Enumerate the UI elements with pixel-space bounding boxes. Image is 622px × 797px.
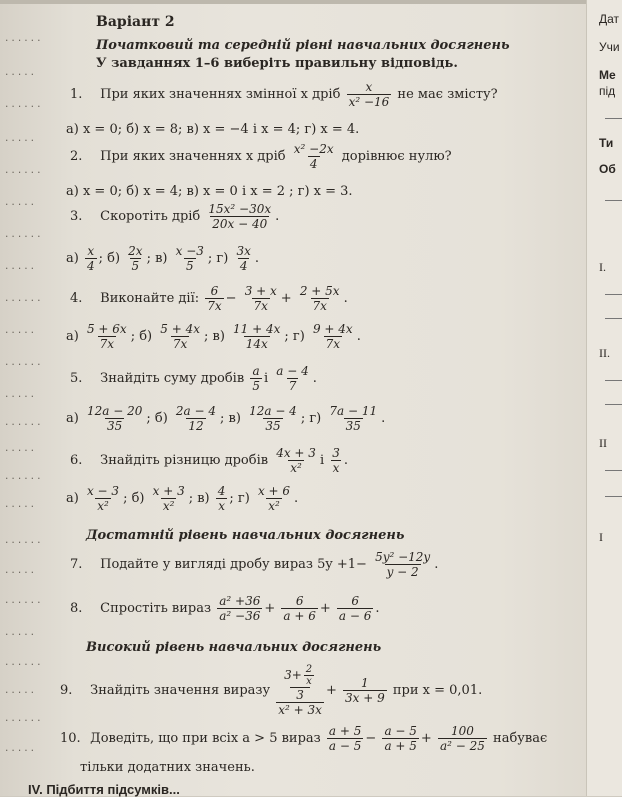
divider — [605, 200, 622, 201]
task-number: 2. — [70, 149, 83, 164]
task-6-answers: а) $\frac{x - 3}{\text{x²}}$ ; б) $\frac{x + 3}{\text{x²}}$ ; в) $\frac{4}{x}$ ; г) $\frac{x + 6}{\text{x²}}$ . — [66, 484, 299, 513]
task-1 — [70, 80, 498, 109]
task-text: Знайдіть суму дробів — [100, 371, 245, 386]
divider — [605, 318, 622, 319]
left-margin-dots: ...... ..... ...... ..... ...... ..... ...... ..... ...... ..... ...... ..... ...... ..... ...... ..... ...... ..... ...... ..... ...... ..... ...... ..... — [4, 34, 43, 754]
fraction: $\frac{x}{\text{x² −16}}$ — [348, 80, 390, 109]
task-number: 6. — [70, 453, 83, 468]
right-label: І. — [599, 260, 606, 274]
task-2 — [70, 142, 452, 171]
right-label: Об — [599, 162, 616, 176]
level-sufficient-heading: Достатній рівень навчальних досягнень — [86, 528, 405, 543]
task-3-answers: а) $\frac{x}{4}$ ; б) $\frac{2x}{5}$ ; в) $\frac{x -3}{5}$ ; г) $\frac{3x}{4}$ . — [66, 244, 259, 273]
task-5: 5. Знайдіть суму дробів $\frac{a}{5}$ і $\frac{a - 4}{7}$ . — [70, 364, 317, 393]
task-text: Знайдіть значення виразу — [90, 683, 271, 698]
task-text: Доведіть, що при всіх a > 5 вираз — [90, 731, 321, 746]
divider — [605, 470, 622, 471]
level-basic-heading: Початковий та середній рівні навчальних досягнень — [96, 38, 510, 53]
complex-fraction: 3+ $\frac{2}{x}$ 3 x² + 3x — [278, 664, 322, 717]
task-2-answers: а) x = 0; б) x = 4; в) x = 0 і x = 2 ; г) x = 3. — [66, 184, 353, 199]
task-10-line2: тільки додатних значень. — [80, 760, 255, 775]
divider — [605, 496, 622, 497]
task-text: При яких значеннях x дріб — [100, 149, 286, 164]
task-3: 3. Скоротіть дріб $\frac{\text{15x² −30x}}{20x - 40}$ . — [70, 202, 280, 231]
right-label: Ти — [599, 136, 614, 150]
task-text-tail: не має змісту? — [397, 87, 498, 102]
task-9: 9. Знайдіть значення виразу 3+ $\frac{2}{x}$ 3 x² + 3x + $\frac{1}{3x + 9}$ при x = 0,01. — [60, 664, 483, 717]
right-label: під — [599, 84, 616, 98]
task-number: 5. — [70, 371, 83, 386]
divider — [605, 118, 622, 119]
footer-heading: IV. Підбиття підсумків... — [28, 782, 180, 797]
task-text: Виконайте дії: — [100, 291, 200, 306]
task-text-tail: дорівнює нулю? — [341, 149, 452, 164]
fraction: $\frac{\text{15x² −30x}}{20x - 40}$ — [208, 202, 272, 231]
right-label: Учи — [599, 40, 620, 54]
right-page-edge — [586, 0, 622, 796]
right-label: Ме — [599, 68, 616, 82]
task-text: Скоротіть дріб — [100, 209, 201, 224]
task-4: 4. Виконайте дії: $\frac{6}{7x}$ − $\frac{3 + x}{7x}$ + $\frac{2 + 5x}{7x}$ . — [70, 284, 348, 313]
task-text: Подайте у вигляді дробу вираз 5y +1− — [100, 557, 367, 572]
task-number: 8. — [70, 601, 83, 616]
right-label: ІІ — [599, 436, 607, 450]
task-8: 8. Спростіть вираз $\frac{\text{a² +36}}{\text{a² −36}}$ + $\frac{6}{a + 6}$ + $\frac{6}{a - 6}$ . — [70, 594, 380, 623]
task-number: 9. — [60, 683, 73, 698]
right-label: ІІ. — [599, 346, 610, 360]
right-label: І — [599, 530, 603, 544]
task-number: 10. — [60, 731, 81, 746]
divider — [605, 380, 622, 381]
task-text: Спростіть вираз — [100, 601, 212, 616]
task-4-answers: а) $\frac{5 + 6x}{7x}$ ; б) $\frac{5 + 4x}{7x}$ ; в) $\frac{11 + 4x}{14x}$ ; г) $\frac{9 + 4x}{7x}$ . — [66, 322, 361, 351]
task-1-answers: а) x = 0; б) x = 8; в) x = −4 і x = 4; г) x = 4. — [66, 122, 360, 137]
level-high-heading: Високий рівень навчальних досягнень — [86, 640, 382, 655]
task-number: 1. — [70, 87, 83, 102]
task-6: 6. Знайдіть різницю дробів $\frac{4x + 3}{\text{x²}}$ і $\frac{3}{x}$ . — [70, 446, 349, 475]
right-label: Дат — [599, 12, 620, 26]
task-7: 7. Подайте у вигляді дробу вираз 5y +1− $\frac{\text{5y² −12y}}{y - 2}$ . — [70, 550, 439, 579]
instruction: У завданнях 1–6 виберіть правильну відповідь. — [96, 56, 458, 71]
worksheet — [28, 0, 586, 797]
task-number: 7. — [70, 557, 83, 572]
task-text: При яких значеннях змінної x дріб — [100, 87, 341, 102]
task-number: 4. — [70, 291, 83, 306]
divider — [605, 404, 622, 405]
task-10: 10. Доведіть, що при всіх a > 5 вираз $\frac{a + 5}{a - 5}$ − $\frac{a - 5}{a + 5}$ + $\frac{100}{\text{a² − 25}}$ набуває — [60, 724, 548, 753]
divider — [605, 294, 622, 295]
task-number: 3. — [70, 209, 83, 224]
task-text: Знайдіть різницю дробів — [100, 453, 269, 468]
variant-title: Варіант 2 — [96, 14, 175, 30]
fraction: $\frac{\text{x² −2x}}{4}$ — [293, 142, 334, 171]
task-5-answers: а) $\frac{12a - 20}{35}$ ; б) $\frac{2a - 4}{12}$ ; в) $\frac{12a - 4}{35}$ ; г) $\frac{7a - 11}{35}$ . — [66, 404, 386, 433]
